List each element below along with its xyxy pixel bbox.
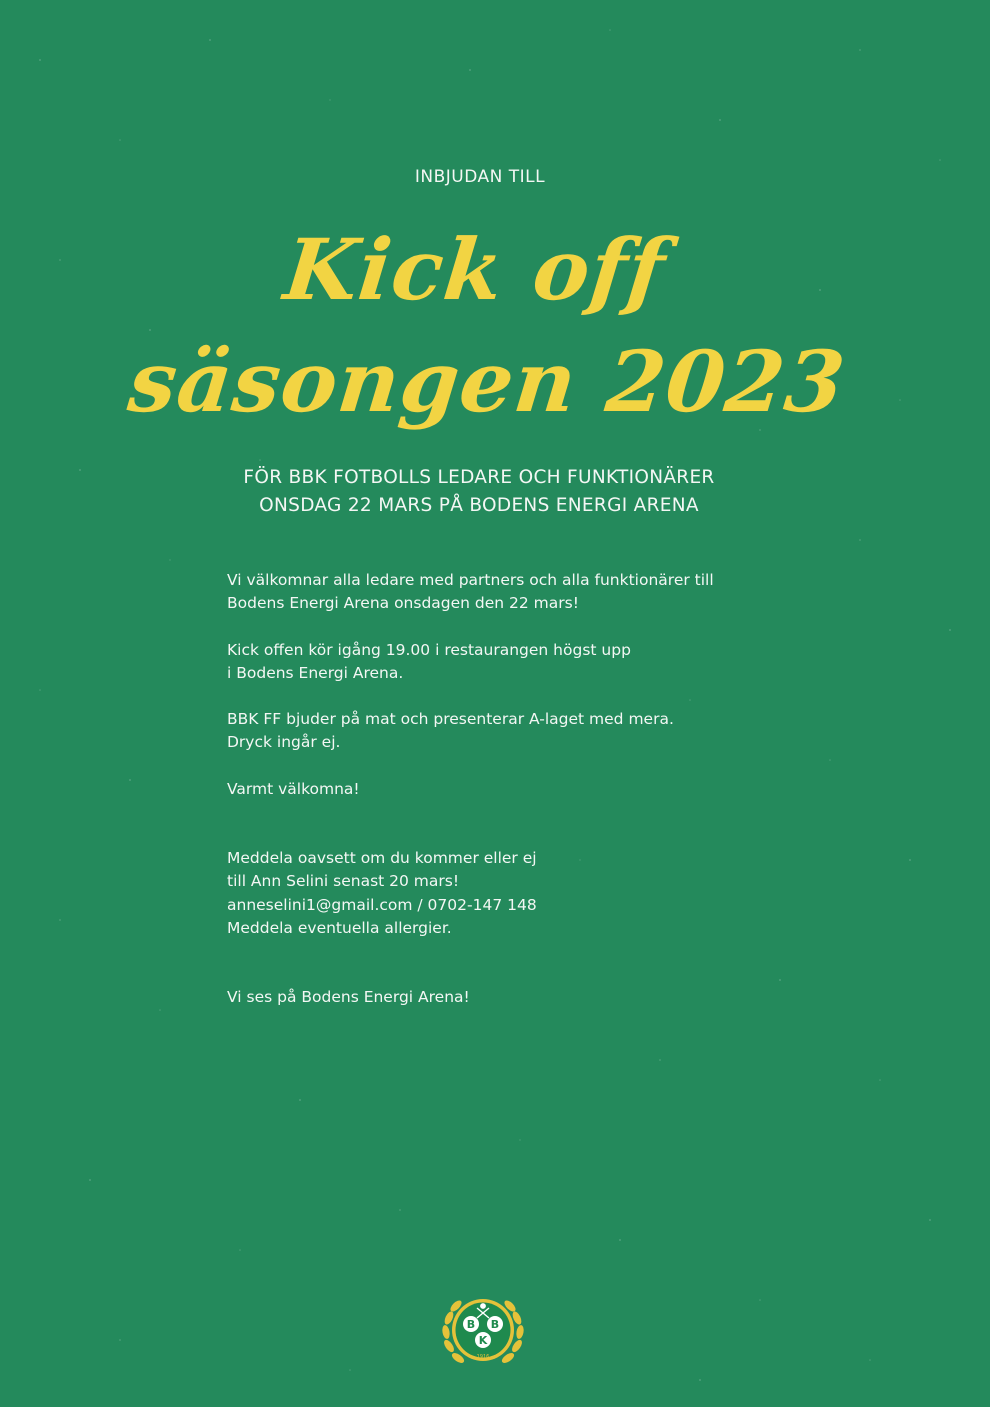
rsvp-allergies: Meddela eventuella allergier. [227,918,452,937]
logo-inner-disc [456,1303,511,1358]
bbk-club-logo [438,1286,528,1376]
closing-line: Vi ses på Bodens Energi Arena! [227,988,470,1007]
welcome-line-2: Bodens Energi Arena onsdagen den 22 mars! [227,594,579,613]
date-venue-subtitle: ONSDAG 22 MARS PÅ BODENS ENERGI ARENA [259,495,699,516]
welcome-line-1: Vi välkomnar alla ledare med partners och alla funktionärer till [227,571,714,589]
warm-welcome: Varmt välkomna! [227,779,360,798]
rsvp-line-2: till Ann Selini senast 20 mars! [227,872,460,891]
event-title-line-2: säsongen 2023 [124,332,850,431]
logo-letter-b-left: B [466,1318,476,1331]
audience-subtitle: FÖR BBK FOTBOLLS LEDARE OCH FUNKTIONÄRER [243,467,715,488]
food-line-2: Dryck ingår ej. [227,733,341,752]
event-title-line-1: Kick off [279,220,671,319]
food-line-1: BBK FF bjuder på mat och presenterar A-laget med mera. [227,710,674,729]
invitation-kicker: INBJUDAN TILL [414,167,546,187]
start-time-line-2: i Bodens Energi Arena. [227,663,404,682]
rsvp-line-1: Meddela oavsett om du kommer eller ej [227,849,537,868]
rsvp-contact: anneselini1@gmail.com / 0702-147 148 [227,895,537,914]
logo-letter-b-right: B [490,1318,500,1331]
logo-year: 1916 [476,1354,490,1360]
logo-letter-k: K [478,1334,488,1347]
start-time-line-1: Kick offen kör igång 19.00 i restaurangen högst upp [227,640,631,659]
invitation-body [227,569,787,1010]
